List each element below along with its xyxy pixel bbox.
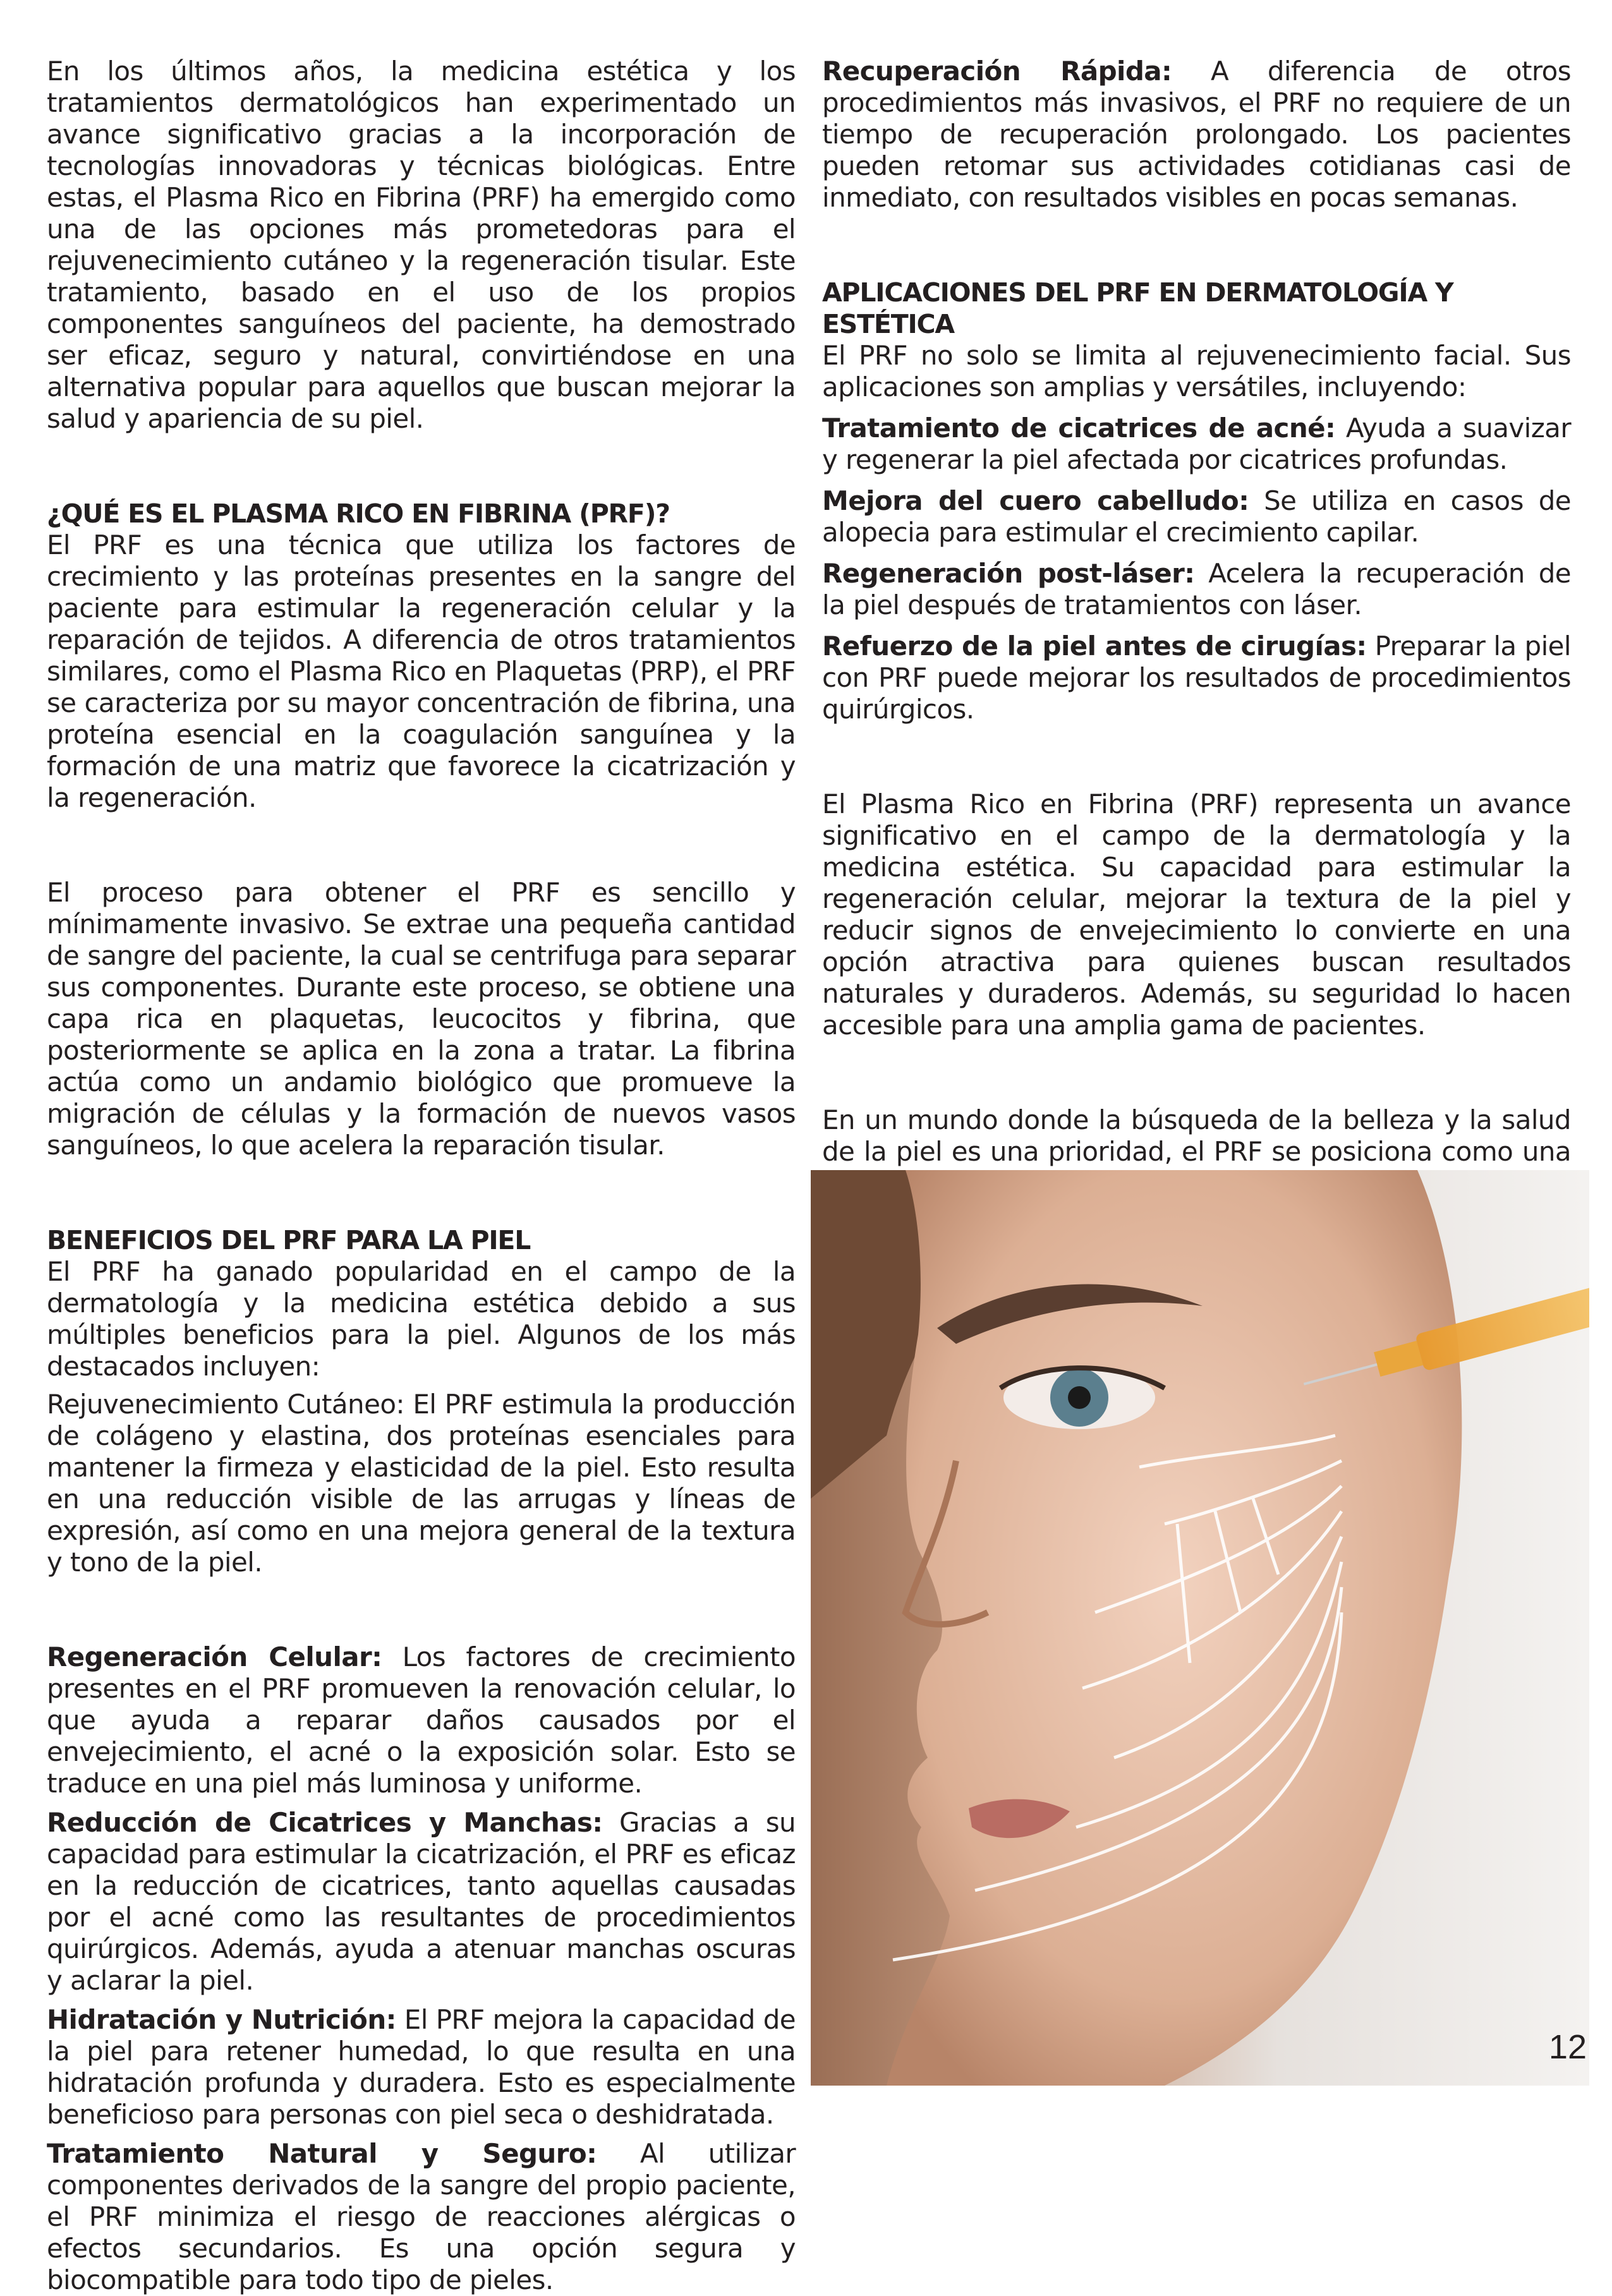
benefits-intro: El PRF ha ganado popularidad en el campo de la dermatología y la medicina estética debido a sus múltiples beneficios para la piel. Algunos de los más destacados incluyen: <box>47 1256 796 1382</box>
application-title: Mejora del cuero cabelludo: <box>822 485 1249 516</box>
benefit-text: Gracias a su capacidad para estimular la cicatrización, el PRF es eficaz en la reducción de cicatrices, tanto aquellas causadas por el acné como las resultantes de procedimientos quirúrgicos. Además, ayuda a atenuar manchas oscuras y aclarar la piel. <box>47 1807 796 1996</box>
face-treatment-photo <box>811 1170 1589 2086</box>
right-column <box>822 56 1571 1294</box>
benefit-text: Los factores de crecimiento presentes en el PRF promueven la renovación celular, lo que ayuda a reparar daños causados por el envejecimiento, el acné o la exposición solar. Esto se traduce en una piel más luminosa y uniforme. <box>47 1641 796 1799</box>
heading-what-is-prf: ¿QUÉ ES EL PLASMA RICO EN FIBRINA (PRF)? <box>47 498 670 529</box>
benefit-title: Tratamiento Natural y Seguro: <box>47 2138 597 2169</box>
heading-benefits: BENEFICIOS DEL PRF PARA LA PIEL <box>47 1225 531 1255</box>
conclusion-paragraph-1: El Plasma Rico en Fibrina (PRF) representa un avance significativo en el campo de la dermatología y la medicina estética. Su capacidad para estimular la regeneración celular, mejorar la textura de la piel y reducir signos de envejecimiento lo convierte en una opción atractiva para quienes buscan resultados naturales y duraderos. Además, su seguridad lo hacen accesible para una amplia gama de pacientes. <box>822 788 1571 1041</box>
application-item <box>822 558 1571 621</box>
face-illustration <box>811 1170 1589 2086</box>
what-paragraph-2: El proceso para obtener el PRF es sencillo y mínimamente invasivo. Se extrae una pequeña cantidad de sangre del paciente, la cual se centrifuga para separar sus componentes. Durante este proceso, se obtiene una capa rica en plaquetas, leucocitos y fibrina, que posteriormente se aplica en la zona a tratar. La fibrina actúa como un andamio biológico que promueve la migración de células y la formación de nuevos vasos sanguíneos, lo que acelera la reparación tisular. <box>47 877 796 1161</box>
application-text: Se utiliza en casos de alopecia para estimular el crecimiento capilar. <box>822 485 1571 548</box>
benefit-title: Regeneración Celular: <box>47 1641 382 1672</box>
benefit-rejuvenation: Rejuvenecimiento Cutáneo: El PRF estimula la producción de colágeno y elastina, dos proteínas esenciales para mantener la firmeza y elasticidad de la piel. Esto resulta en una reducción visible de las arrugas y líneas de expresión, así como en una mejora general de la textura y tono de la piel. <box>47 1389 796 1578</box>
pupil-shape <box>1068 1386 1091 1409</box>
application-text: Ayuda a suavizar y regenerar la piel afectada por cicatrices profundas. <box>822 413 1571 475</box>
benefit-item <box>47 1641 796 1799</box>
benefit-text: Al utilizar componentes derivados de la sangre del propio paciente, el PRF minimiza el riesgo de reacciones alérgicas o efectos secundarios. Es una opción segura y biocompatible para todo tipo de pieles. <box>47 2138 796 2295</box>
application-title: Regeneración post-láser: <box>822 558 1195 589</box>
application-text: Preparar la piel con PRF puede mejorar los resultados de procedimientos quirúrgicos. <box>822 631 1571 725</box>
benefit-item <box>47 2138 796 2296</box>
application-title: Tratamiento de cicatrices de acné: <box>822 413 1336 444</box>
page-number: 12 <box>1548 2028 1587 2066</box>
applications-intro: El PRF no solo se limita al rejuvenecimiento facial. Sus aplicaciones son amplias y versátiles, incluyendo: <box>822 340 1571 402</box>
application-item <box>822 413 1571 476</box>
benefit-title: Reducción de Cicatrices y Manchas: <box>47 1807 603 1838</box>
what-paragraph-1: El PRF es una técnica que utiliza los factores de crecimiento y las proteínas presentes en la sangre del paciente para estimular la regeneración celular y la reparación de tejidos. A diferencia de otros tratamientos similares, como el Plasma Rico en Plaquetas (PRP), el PRF se caracteriza por su mayor concentración de fibrina, una proteína esencial en la coagulación sanguínea y la formación de una matriz que favorece la cicatrización y la regeneración. <box>47 529 796 813</box>
intro-paragraph: En los últimos años, la medicina estética y los tratamientos dermatológicos han experimentado un avance significativo gracias a la incorporación de tecnologías innovadoras y técnicas biológicas. Entre estas, el Plasma Rico en Fibrina (PRF) ha emergido como una de las opciones más prometedoras para el rejuvenecimiento cutáneo y la regeneración tisular. Este tratamiento, basado en el uso de los propios componentes sanguíneos del paciente, ha demostrado ser eficaz, seguro y natural, convirtiéndose en una alternativa popular para aquellos que buscan mejorar la salud y apariencia de su piel. <box>47 56 796 434</box>
benefit-text: El PRF mejora la capacidad de la piel para retener humedad, lo que resulta en una hidratación profunda y duradera. Esto es especialmente beneficioso para personas con piel seca o deshidratada. <box>47 2004 796 2130</box>
benefit-item <box>47 2004 796 2130</box>
left-column <box>47 56 796 2296</box>
recovery-title: Recuperación Rápida: <box>822 56 1172 87</box>
recovery-text: A diferencia de otros procedimientos más invasivos, el PRF no requiere de un tiempo de recuperación prolongado. Los pacientes pueden retomar sus actividades cotidianas casi de inmediato, con resultados visibles en pocas semanas. <box>822 56 1572 213</box>
conclusion-paragraph-2: En un mundo donde la búsqueda de la belleza y la salud de la piel es una prioridad, el PRF se posiciona como una <box>822 1104 1571 1167</box>
heading-applications: APLICACIONES DEL PRF EN DERMATOLOGÍA Y ESTÉTICA <box>822 277 1453 339</box>
application-item <box>822 631 1571 725</box>
recovery-paragraph <box>822 56 1571 214</box>
application-text: Acelera la recuperación de la piel después de tratamientos con láser. <box>822 558 1571 620</box>
application-item <box>822 485 1571 548</box>
benefit-title: Hidratación y Nutrición: <box>47 2004 396 2035</box>
benefit-item <box>47 1807 796 1997</box>
application-title: Refuerzo de la piel antes de cirugías: <box>822 631 1367 662</box>
